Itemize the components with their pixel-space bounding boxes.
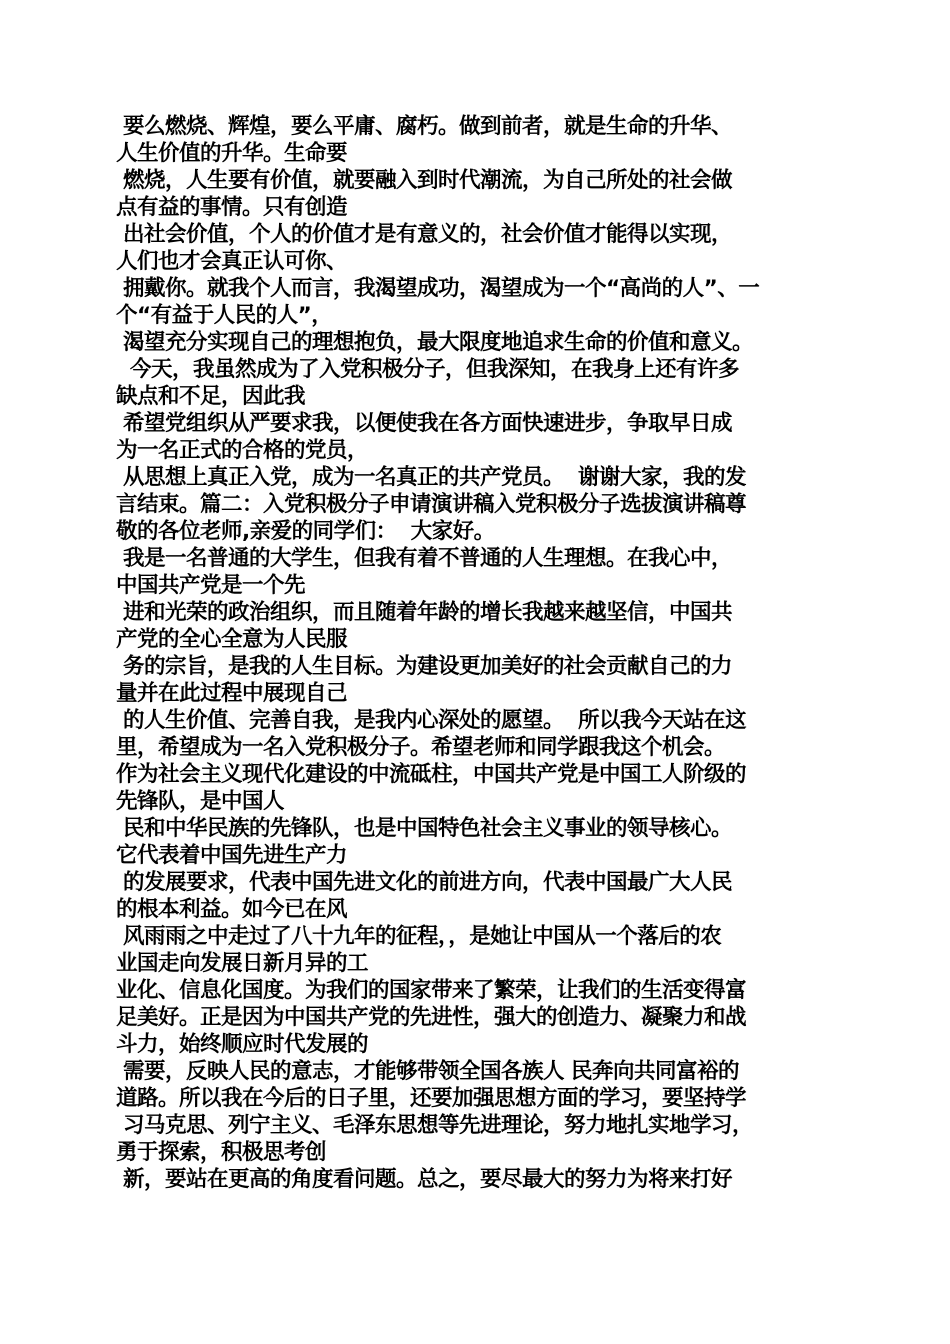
text-line: 人生价值的升华。生命要	[116, 141, 348, 166]
text-line: 进和光荣的政治组织，而且随着年龄的增长我越来越坚信，中国共	[116, 600, 732, 625]
text-line: 新，要站在更高的角度看问题。总之，要尽最大的努力为将来打好	[116, 1167, 732, 1192]
text-line: 需要，反映人民的意志，才能够带领全国各族人 民奔向共同富裕的	[116, 1059, 739, 1084]
text-line: 我是一名普通的大学生，但我有着不普通的人生理想。在我心中，	[116, 546, 732, 571]
text-line: 作为社会主义现代化建设的中流砥柱，中国共产党是中国工人阶级的	[116, 762, 747, 787]
text-line: 风雨雨之中走过了八十九年的征程，，是她让中国从一个落后的农	[116, 924, 722, 949]
text-line: 敬的各位老师,亲爱的同学们： 大家好。	[116, 519, 495, 544]
text-line: 燃烧，人生要有价值，就要融入到时代潮流，为自己所处的社会做	[116, 168, 732, 193]
text-line: 习马克思、列宁主义、毛泽东思想等先进理论，努力地扎实地学习，	[116, 1113, 753, 1138]
text-line: 它代表着中国先进生产力	[116, 843, 348, 868]
text-line: 为一名正式的合格的党员，	[116, 438, 369, 463]
text-line: 拥戴你。就我个人而言，我渴望成功，渴望成为一个“高尚的人”、一	[116, 276, 760, 301]
text-line: 的人生价值、完善自我，是我内心深处的愿望。 所以我今天站在这	[116, 708, 746, 733]
text-line: 的根本利益。如今已在风	[116, 897, 348, 922]
text-line: 言结束。篇二：入党积极分子申请演讲稿入党积极分子选拔演讲稿尊	[116, 492, 747, 517]
text-line: 量并在此过程中展现自己	[116, 681, 348, 706]
text-line: 务的宗旨，是我的人生目标。为建设更加美好的社会贡献自己的力	[116, 654, 732, 679]
text-line: 产党的全心全意为人民服	[116, 627, 348, 652]
text-line: 点有益的事情。只有创造	[116, 195, 348, 220]
text-line: 民和中华民族的先锋队，也是中国特色社会主义事业的领导核心。	[116, 816, 732, 841]
text-line: 出社会价值，个人的价值才是有意义的，社会价值才能得以实现，	[116, 222, 732, 247]
text-line: 渴望充分实现自己的理想抱负，最大限度地追求生命的价值和意义。	[116, 330, 753, 355]
text-line: 先锋队，是中国人	[116, 789, 285, 814]
text-line: 中国共产党是一个先	[116, 573, 306, 598]
text-line: 缺点和不足，因此我	[116, 384, 306, 409]
text-line: 个“有益于人民的人”，	[116, 303, 333, 328]
text-line: 斗力，始终顺应时代发展的	[116, 1032, 369, 1057]
text-line: 业化、信息化国度。为我们的国家带来了繁荣，让我们的生活变得富	[116, 978, 747, 1003]
text-line: 希望党组织从严要求我，以便使我在各方面快速进步，争取早日成	[116, 411, 732, 436]
text-line: 足美好。正是因为中国共产党的先进性，强大的创造力、凝聚力和战	[116, 1005, 747, 1030]
text-line: 业国走向发展日新月异的工	[116, 951, 369, 976]
text-line: 从思想上真正入党，成为一名真正的共产党员。 谢谢大家，我的发	[116, 465, 746, 490]
document-body-text	[116, 113, 836, 1193]
text-line: 要么燃烧、辉煌，要么平庸、腐朽。做到前者，就是生命的升华、	[116, 114, 732, 139]
text-line: 今天，我虽然成为了入党积极分子，但我深知，在我身上还有许多	[116, 357, 739, 382]
text-line: 的发展要求，代表中国先进文化的前进方向，代表中国最广大人民	[116, 870, 732, 895]
text-line: 勇于探索，积极思考创	[116, 1140, 327, 1165]
text-line: 里，希望成为一名入党积极分子。希望老师和同学跟我这个机会。	[116, 735, 726, 760]
text-line: 人们也才会真正认可你、	[116, 249, 348, 274]
text-line: 道路。所以我在今后的日子里，还要加强思想方面的学习，要坚持学	[116, 1086, 747, 1111]
